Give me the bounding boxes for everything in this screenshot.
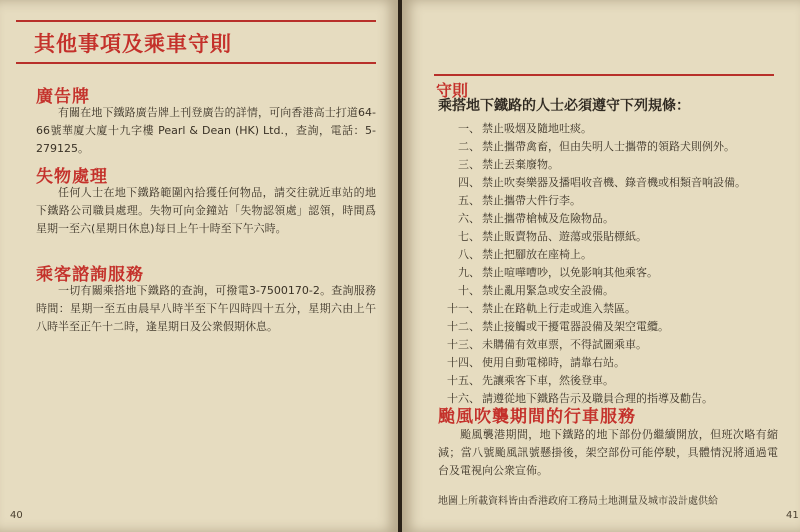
rule-number: 五、 bbox=[458, 194, 480, 207]
rule-item bbox=[442, 282, 782, 300]
rule-number: 七、 bbox=[458, 230, 480, 243]
rule-text: 禁止亂用緊急或安全設備。 bbox=[482, 284, 614, 297]
rule-number: 十一、 bbox=[447, 302, 480, 315]
section-heading-lost-property: 失物處理 bbox=[36, 167, 108, 187]
rule-number: 六、 bbox=[458, 212, 480, 225]
rule-item bbox=[442, 174, 782, 192]
page-title: 其他事項及乘車守則 bbox=[34, 32, 232, 56]
rule-item bbox=[442, 156, 782, 174]
rule-number: 四、 bbox=[458, 176, 480, 189]
rule-text: 禁止在路軌上行走或進入禁區。 bbox=[482, 302, 636, 315]
rule-text: 禁止販賣物品、遊蕩或張貼標紙。 bbox=[482, 230, 647, 243]
rule-number: 十五、 bbox=[447, 374, 480, 387]
rule-text: 禁止吸烟及隨地吐痰。 bbox=[482, 122, 592, 135]
rule-text: 禁止把腳放在座椅上。 bbox=[482, 248, 592, 261]
page-number-left: 40 bbox=[10, 510, 23, 521]
rule-item bbox=[442, 228, 782, 246]
rule-item bbox=[442, 210, 782, 228]
rule-item bbox=[442, 318, 782, 336]
section-heading-enquiry: 乘客諮詢服務 bbox=[36, 265, 144, 285]
section-heading-advertising: 廣告牌 bbox=[36, 87, 90, 107]
rule-item bbox=[442, 192, 782, 210]
rule-number: 十三、 bbox=[447, 338, 480, 351]
rule-item bbox=[442, 300, 782, 318]
section-body-advertising: 有關在地下鐵路廣告牌上刊登廣告的詳情，可向香港高士打道64-66號華廈大廈十九字樓 Pearl & Dean (HK) Ltd.，查詢，電話：5-279125。 bbox=[36, 106, 376, 155]
rule-text: 未購備有效車票，不得試圖乘車。 bbox=[482, 338, 647, 351]
rule-text: 使用自動電梯時，請靠右站。 bbox=[482, 356, 625, 369]
rules-list bbox=[442, 120, 782, 408]
rule-text: 禁止接觸或干擾電器設備及架空電纜。 bbox=[482, 320, 669, 333]
rule-item bbox=[442, 354, 782, 372]
right-page bbox=[402, 0, 800, 532]
rule-text: 請遵從地下鐵路告示及職員合理的指導及勸告。 bbox=[482, 392, 713, 405]
rule-number: 十四、 bbox=[447, 356, 480, 369]
rule-number: 十、 bbox=[458, 284, 480, 297]
rule-item bbox=[442, 336, 782, 354]
rule-text: 禁止攜帶槍械及危險物品。 bbox=[482, 212, 614, 225]
rule-number: 二、 bbox=[458, 140, 480, 153]
left-page bbox=[0, 0, 398, 532]
rule-number: 九、 bbox=[458, 266, 480, 279]
map-source-footnote: 地圖上所載資料皆由香港政府工務局土地測量及城市設計處供給 bbox=[438, 496, 718, 507]
rule-item bbox=[442, 138, 782, 156]
rule-text: 禁止吹奏樂器及播唱收音機、錄音機或相類音响設備。 bbox=[482, 176, 746, 189]
rule-text: 先讓乘客下車，然後登車。 bbox=[482, 374, 614, 387]
rule-item bbox=[442, 372, 782, 390]
rule-number: 八、 bbox=[458, 248, 480, 261]
typhoon-body: 颱風襲港期間，地下鐵路的地下部份仍繼續開放，但班次略有縮減；當八號颱風訊號懸掛後，架空部份可能停駛，具體情況將通過電台及電視向公衆宣佈。 bbox=[438, 428, 778, 477]
page-number-right: 41 bbox=[786, 510, 799, 521]
rule-text: 禁止攜帶禽畜，但由失明人士攜帶的領路犬則例外。 bbox=[482, 140, 735, 153]
rule-text: 禁止喧嘩嘈吵，以免影响其他乘客。 bbox=[482, 266, 658, 279]
rule-number: 十六、 bbox=[447, 392, 480, 405]
rule-number: 一、 bbox=[458, 122, 480, 135]
rules-heading: 守則 bbox=[436, 81, 469, 100]
rule-text: 禁止丟棄廢物。 bbox=[482, 158, 559, 171]
section-body-lost-property: 任何人士在地下鐵路範圍內拾獲任何物品，請交往就近車站的地下鐵路公司職員處理。失物可向金鐘站「失物認領處」認領，時間爲星期一至六(星期日休息)每日上午十時至下午六時。 bbox=[36, 186, 376, 235]
rule-number: 十二、 bbox=[447, 320, 480, 333]
section-body-enquiry: 一切有關乘搭地下鐵路的查詢，可撥電3-7500170-2。查詢服務時間：星期一至五由晨早八時半至下午四時四十五分，星期六由上午八時半至正午十二時，逢星期日及公衆假期休息。 bbox=[36, 284, 376, 333]
rule-item bbox=[442, 246, 782, 264]
typhoon-heading: 颱風吹襲期間的行車服務 bbox=[438, 407, 636, 427]
rule-number: 三、 bbox=[458, 158, 480, 171]
page-title-box bbox=[16, 20, 376, 64]
rule-text: 禁止攜帶大件行李。 bbox=[482, 194, 581, 207]
rule-item bbox=[442, 120, 782, 138]
rule-item bbox=[442, 264, 782, 282]
rules-intro: 乘搭地下鐵路的人士必須遵守下列規條： bbox=[438, 98, 690, 114]
